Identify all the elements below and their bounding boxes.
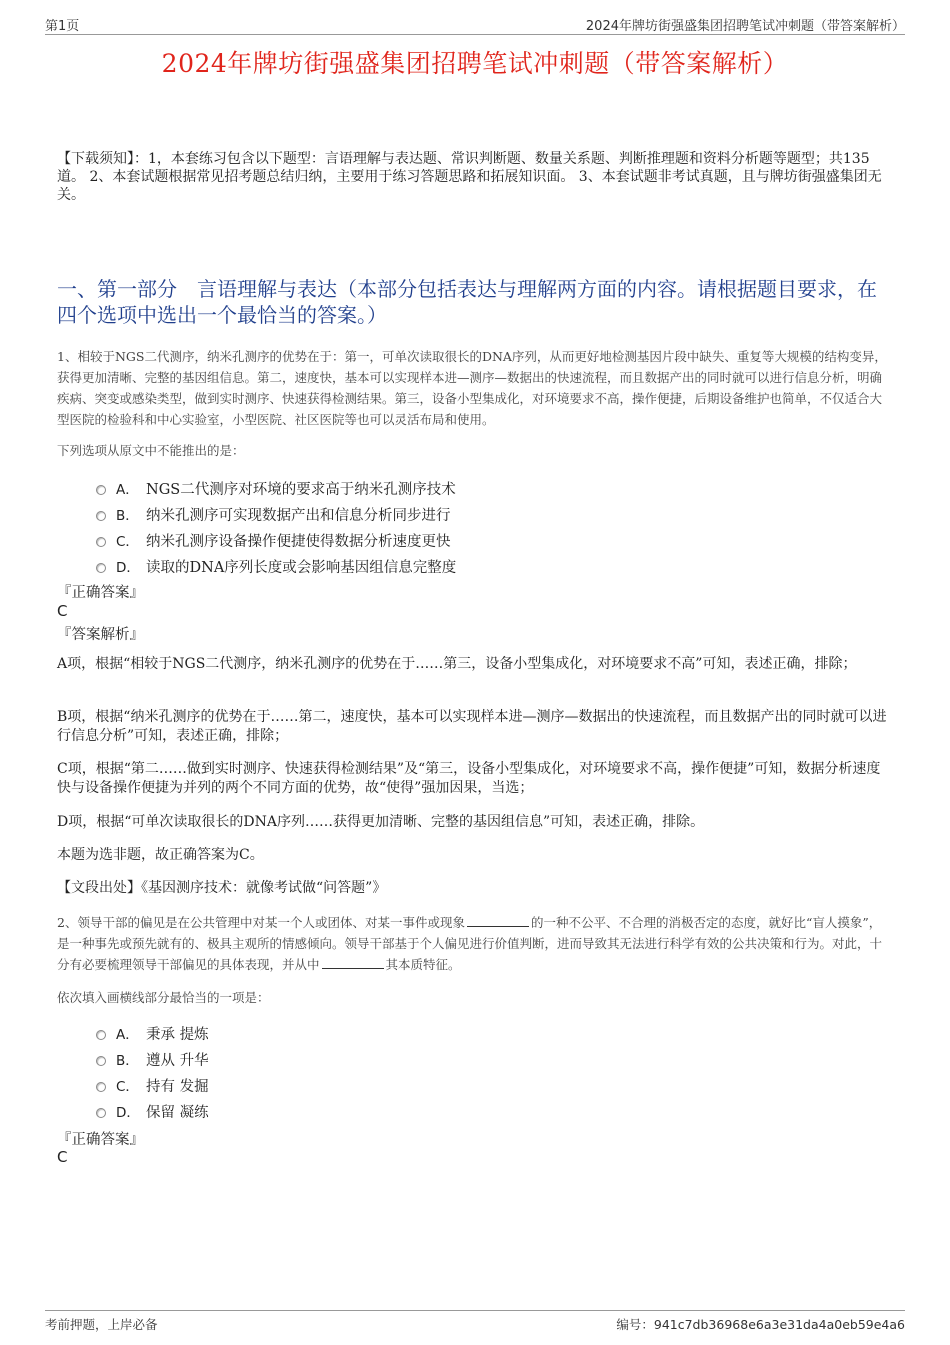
answer-label: 『正确答案』 (57, 1132, 144, 1148)
question-2-options (96, 1020, 209, 1124)
option-letter: D． (116, 560, 140, 576)
page-header (45, 12, 905, 35)
analysis-conclusion: 本题为选非题，故正确答案为C。 (57, 847, 264, 863)
radio-button[interactable] (96, 537, 106, 547)
option-letter: A． (116, 1027, 139, 1043)
analysis-label: 『答案解析』 (57, 627, 144, 643)
radio-button[interactable] (96, 1056, 106, 1066)
option-letter: B． (116, 508, 139, 524)
option-text: 持有 发掘 (146, 1078, 209, 1095)
option-letter: D． (116, 1105, 140, 1121)
option-text: 保留 凝练 (146, 1104, 209, 1121)
option-c[interactable] (96, 527, 456, 553)
radio-button[interactable] (96, 563, 106, 573)
page-footer (45, 1310, 905, 1331)
radio-button[interactable] (96, 485, 106, 495)
source-citation: 【文段出处】《基因测序技术：就像考试做“问答题”》 (57, 880, 387, 896)
option-b[interactable] (96, 1046, 209, 1072)
option-text: 读取的DNA序列长度或会影响基因组信息完整度 (146, 559, 457, 576)
answer-value: C (57, 602, 68, 620)
download-notice: 【下载须知】：1，本套练习包含以下题型：言语理解与表达题、常识判断题、数量关系题、判断推理题和资料分析题等题型；共135道。 2、本套试题根据常见招考题总结归纳，主要用于练习答题思路和拓展知识面。 3、本套试题非考试真题，且与牌坊街强盛集团无关。 (57, 151, 882, 203)
radio-button[interactable] (96, 511, 106, 521)
question-1-options (96, 475, 456, 579)
option-letter: C． (116, 1079, 139, 1095)
question-2-text-before: 2、领导干部的偏见是在公共管理中对某一个人或团体、对某一事件或现象 (57, 915, 465, 930)
option-d[interactable] (96, 1098, 209, 1124)
fill-blank (467, 914, 529, 927)
option-b[interactable] (96, 501, 456, 527)
option-a[interactable] (96, 475, 456, 501)
header-doc-title: 2024年牌坊街强盛集团招聘笔试冲刺题（带答案解析） (585, 19, 905, 34)
question-2-text-after: 其本质特征。 (385, 957, 461, 972)
analysis-a: A项，根据“相较于NGS二代测序，纳米孔测序的优势在于……第三，设备小型集成化，对环境要求不高”可知，表述正确，排除； (57, 656, 857, 672)
option-text: 秉承 提炼 (146, 1026, 209, 1043)
radio-button[interactable] (96, 1108, 106, 1118)
option-letter: A． (116, 482, 139, 498)
question-2-prompt: 依次填入画横线部分最恰当的一项是： (57, 990, 270, 1005)
footer-slogan: 考前押题，上岸必备 (45, 1317, 158, 1332)
footer-serial-number: 编号：941c7db36968e6a3e31da4a0eb59e4a6 (616, 1317, 905, 1332)
question-1-prompt: 下列选项从原文中不能推出的是： (57, 443, 245, 458)
section-heading: 一、第一部分 言语理解与表达（本部分包括表达与理解两方面的内容。请根据题目要求，在四个选项中选出一个最恰当的答案。） (57, 277, 877, 327)
analysis-b: B项，根据“纳米孔测序的优势在于……第二，速度快，基本可以实现样本进—测序—数据出的快速流程，而且数据产出的同时就可以进行信息分析”可知，表述正确，排除； (57, 709, 887, 744)
question-2-text (57, 912, 893, 975)
radio-button[interactable] (96, 1030, 106, 1040)
fill-blank (322, 956, 384, 969)
option-text: 纳米孔测序可实现数据产出和信息分析同步进行 (146, 507, 451, 524)
option-text: 纳米孔测序设备操作便捷使得数据分析速度更快 (146, 533, 451, 550)
question-2-text-middle: 的一种不公平、不合理的消极否定的态度，就好比“盲人摸象”，是一种事先或预先就有的、极具主观所的情感倾向。领导干部基于个人偏见进行价值判断，进而导致其无法进行科学有效的公共决策和行为。对此，十分有必要梳理领导干部偏见的具体表现，并从中 (57, 915, 883, 972)
radio-button[interactable] (96, 1082, 106, 1092)
answer-value: C (57, 1148, 68, 1166)
document-title: 2024年牌坊街强盛集团招聘笔试冲刺题（带答案解析） (161, 49, 789, 78)
option-letter: C． (116, 534, 139, 550)
option-text: NGS二代测序对环境的要求高于纳米孔测序技术 (146, 481, 456, 498)
analysis-d: D项，根据“可单次读取很长的DNA序列……获得更加清晰、完整的基因组信息”可知，表述正确，排除。 (57, 814, 705, 830)
option-text: 遵从 升华 (146, 1052, 209, 1069)
option-d[interactable] (96, 553, 456, 579)
option-c[interactable] (96, 1072, 209, 1098)
option-a[interactable] (96, 1020, 209, 1046)
option-letter: B． (116, 1053, 139, 1069)
page-number: 第1页 (45, 19, 80, 34)
answer-label: 『正确答案』 (57, 585, 144, 601)
question-1-text: 1、相较于NGS二代测序，纳米孔测序的优势在于：第一，可单次读取很长的DNA序列，从而更好地检测基因片段中缺失、重复等大规模的结构变异，获得更加清晰、完整的基因组信息。第二，速度快，基本可以实现样本进—测序—数据出的快速流程，而且数据产出的同时就可以进行信息分析，明确疾病、突变或感染类型，做到实时测序、快速获得检测结果。第三，设备小型集成化，对环境要求不高，操作便捷，后期设备维护也简单，不仅适合大型医院的检验科和中心实验室，小型医院、社区医院等也可以灵活布局和使用。 (57, 349, 887, 427)
analysis-c: C项，根据“第二……做到实时测序、快速获得检测结果”及“第三，设备小型集成化，对环境要求不高，操作便捷”可知，数据分析速度快与设备操作便捷为并列的两个不同方面的优势，故“使得”强加因果，当选； (57, 761, 881, 796)
